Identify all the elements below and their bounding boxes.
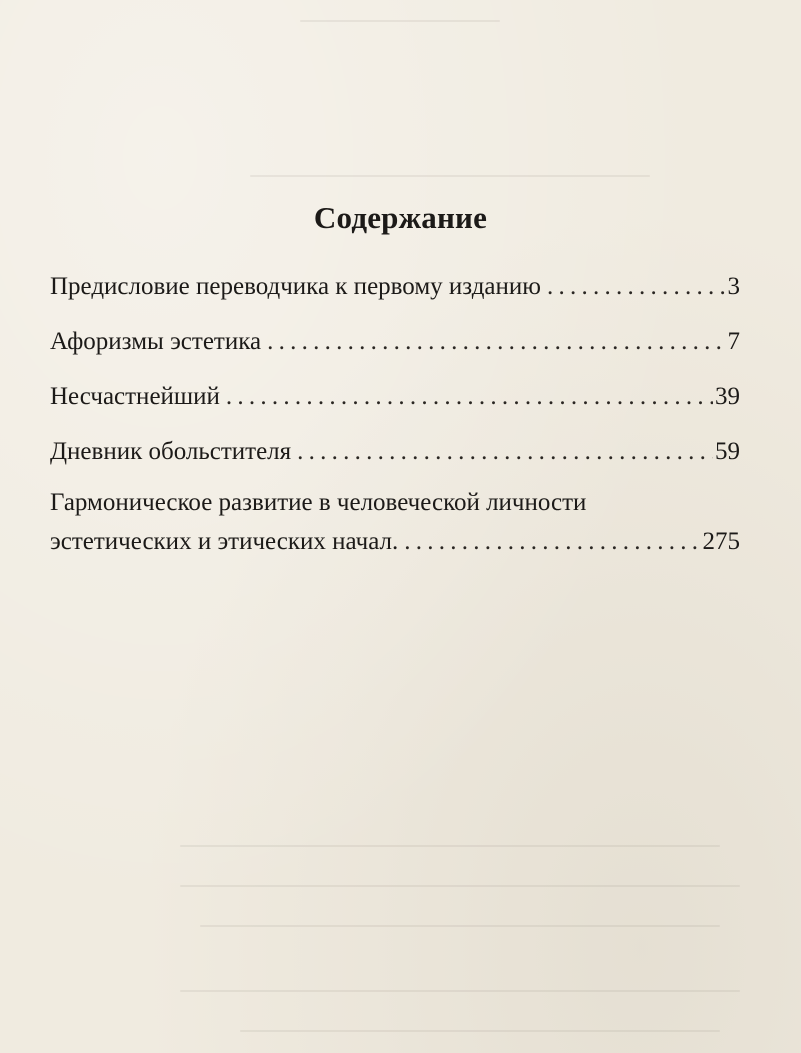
bleed-through-mark [240, 1030, 720, 1032]
dot-leader [547, 263, 726, 310]
toc-entry-title: Афоризмы эстетика [50, 328, 262, 355]
toc-entry-title-line2: эстетических и этических начал. [50, 528, 399, 555]
toc-entry-page: 7 [727, 328, 740, 355]
toc-entry[interactable] [50, 428, 740, 475]
bleed-through-mark [180, 990, 740, 992]
toc-entry-title: Дневник обольстителя [50, 438, 292, 465]
toc-entry-page: 59 [715, 438, 740, 465]
toc-entry-title: Предисловие переводчика к первому изданию [50, 273, 541, 300]
bleed-through-mark [200, 925, 720, 927]
toc-entry[interactable] [50, 373, 740, 420]
toc-entry-page: 3 [727, 273, 740, 300]
table-of-contents [50, 263, 740, 561]
toc-entry-title-continued [50, 522, 740, 561]
toc-entry[interactable] [50, 318, 740, 365]
bleed-through-mark [180, 845, 720, 847]
bleed-through-mark [250, 175, 650, 177]
toc-entry-page: 39 [715, 383, 740, 410]
dot-leader [267, 318, 725, 365]
toc-entry-page: 275 [702, 528, 740, 555]
dot-leader [226, 373, 713, 420]
toc-entry-title: Гармоническое развитие в человеческой личности [50, 489, 587, 516]
toc-entry[interactable] [50, 263, 740, 310]
dot-leader [297, 428, 713, 475]
page-title: Содержание [313, 200, 488, 235]
bleed-through-mark [300, 20, 500, 22]
toc-entry[interactable] [50, 483, 740, 561]
toc-entry-title: Несчастнейший [50, 383, 220, 410]
dot-leader [404, 522, 700, 561]
bleed-through-mark [180, 885, 740, 887]
